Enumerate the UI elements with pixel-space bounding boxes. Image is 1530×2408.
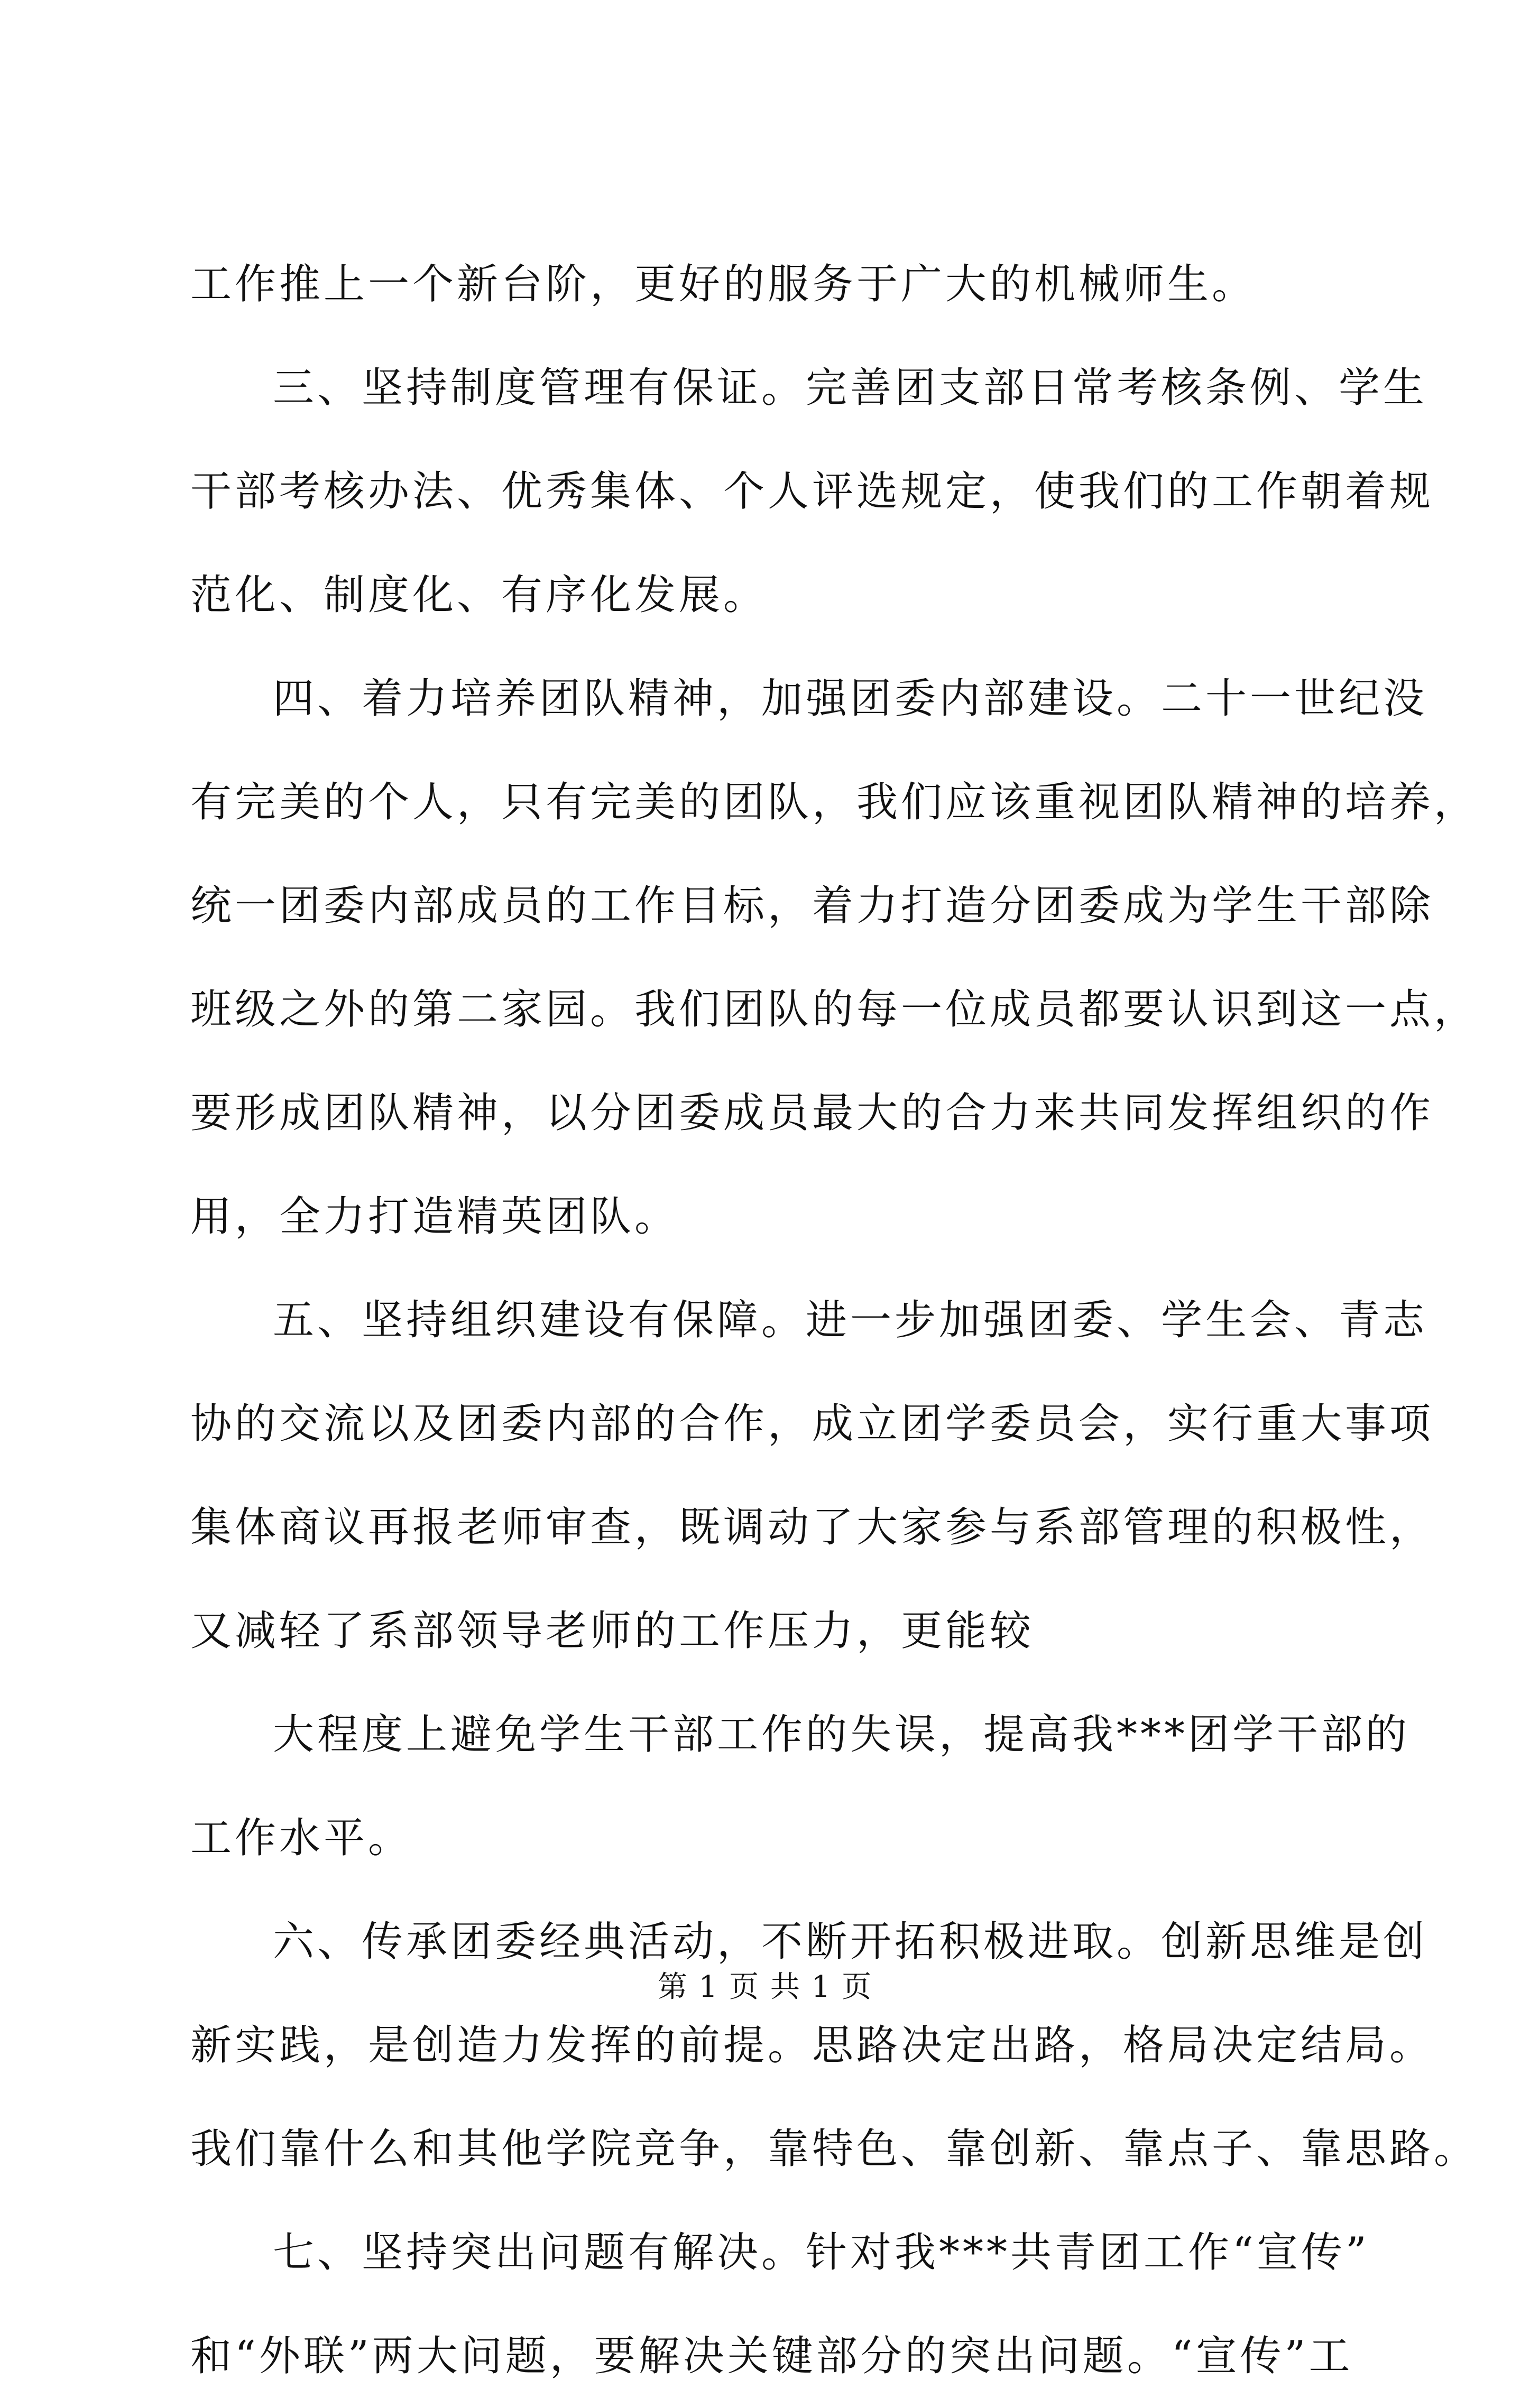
text-line: 和“外联”两大问题，要解决关键部分的突出问题。“宣传”工	[190, 2332, 1353, 2380]
text-line: 新实践，是创造力发挥的前提。思路决定出路，格局决定结局。	[190, 2022, 1434, 2069]
text-line: 我们靠什么和其他学院竞争，靠特色、靠创新、靠点子、靠思路。	[190, 2125, 1479, 2173]
text-line: 五、坚持组织建设有保障。进一步加强团委、学生会、青志	[273, 1296, 1428, 1344]
text-line: 七、坚持突出问题有解决。针对我***共青团工作“宣传”	[273, 2229, 1370, 2276]
text-line: 有完美的个人，只有完美的团队，我们应该重视团队精神的培养，	[190, 779, 1479, 826]
document-body	[190, 233, 1479, 2408]
text-line: 又减轻了系部领导老师的工作压力，更能较	[190, 1607, 1035, 1655]
text-line: 统一团委内部成员的工作目标，着力打造分团委成为学生干部除	[190, 882, 1434, 930]
text-line: 干部考核办法、优秀集体、个人评选规定，使我们的工作朝着规	[190, 468, 1434, 515]
page-footer: 第 1 页 共 1 页	[657, 1970, 873, 2004]
text-line: 协的交流以及团委内部的合作，成立团学委员会，实行重大事项	[190, 1400, 1434, 1448]
text-line: 集体商议再报老师审查，既调动了大家参与系部管理的积极性，	[190, 1504, 1434, 1551]
text-line: 大程度上避免学生干部工作的失误，提高我***团学干部的	[273, 1711, 1411, 1758]
text-line: 要形成团队精神，以分团委成员最大的合力来共同发挥组织的作	[190, 1089, 1434, 1137]
text-line: 工作推上一个新台阶，更好的服务于广大的机械师生。	[190, 261, 1257, 308]
text-line: 班级之外的第二家园。我们团队的每一位成员都要认识到这一点，	[190, 986, 1479, 1033]
text-line: 范化、制度化、有序化发展。	[190, 571, 768, 619]
text-line: 六、传承团委经典活动，不断开拓积极进取。创新思维是创	[273, 1918, 1428, 1966]
text-line: 四、着力培养团队精神，加强团委内部建设。二十一世纪没	[273, 675, 1428, 723]
text-line: 工作水平。	[190, 1814, 413, 1862]
text-line: 三、坚持制度管理有保证。完善团支部日常考核条例、学生	[273, 364, 1428, 412]
text-line: 用，全力打造精英团队。	[190, 1193, 679, 1240]
